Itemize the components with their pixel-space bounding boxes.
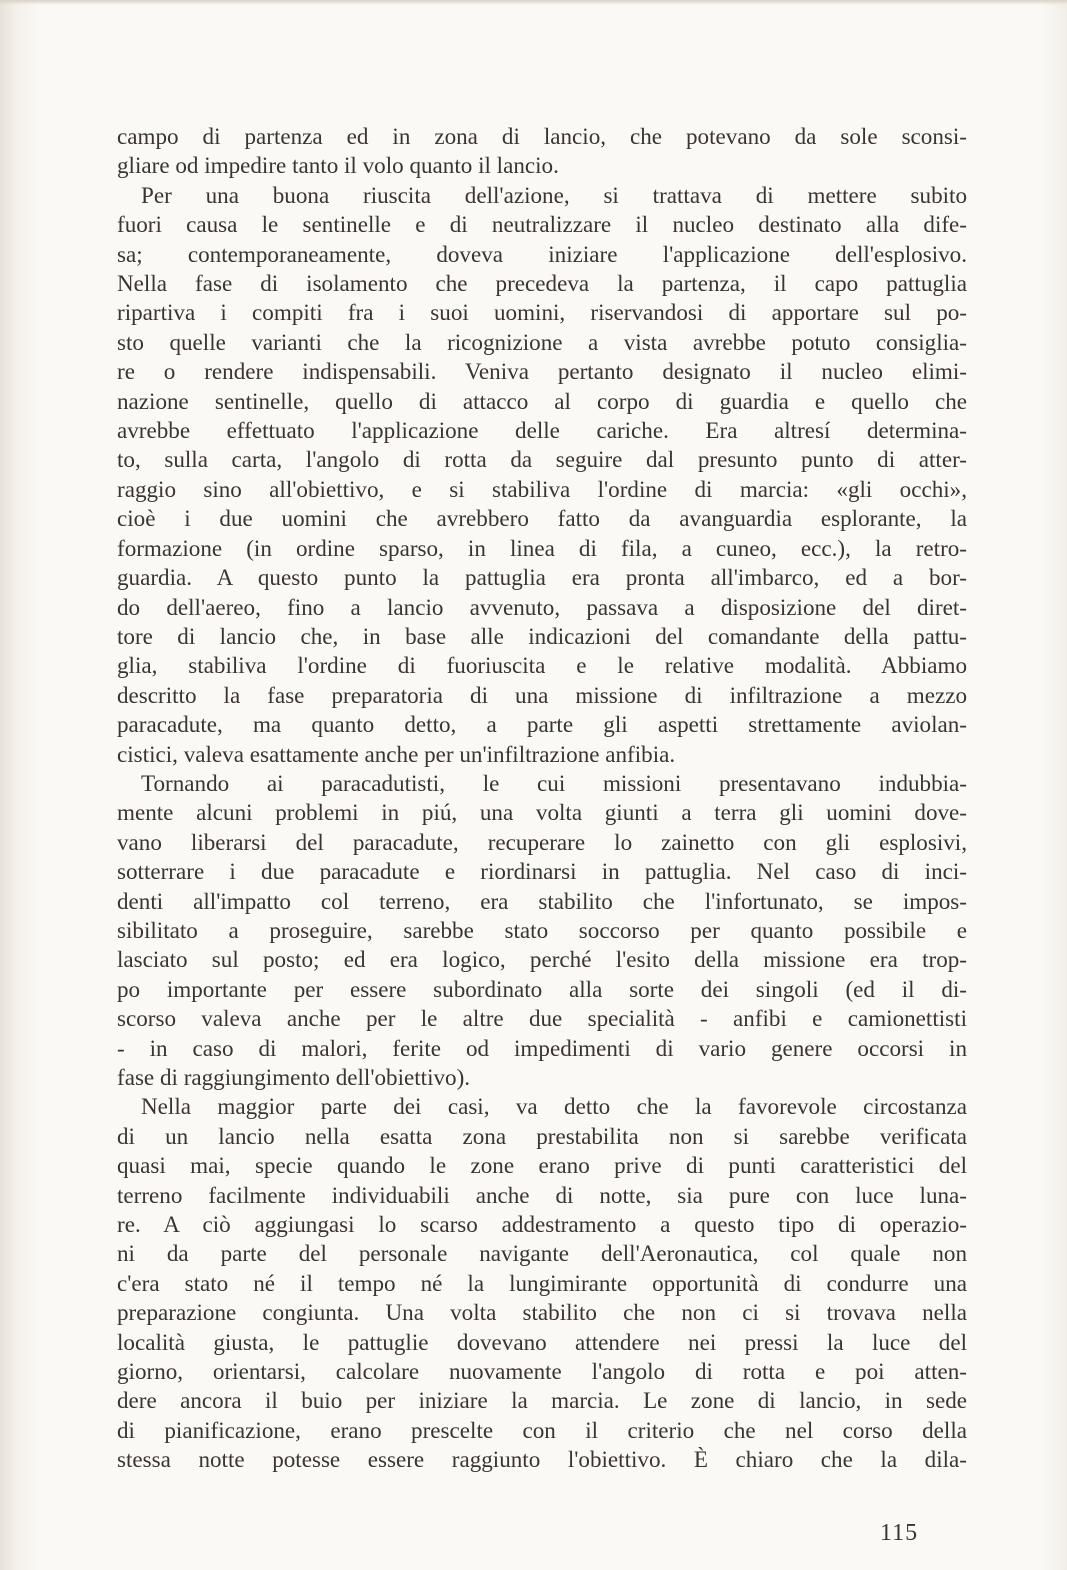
text-line: di pianificazione, erano prescelte con il criterio che nel corso della bbox=[117, 1416, 967, 1443]
text-line: vano liberarsi del paracadute, recuperare lo zainetto con gli esplosivi, bbox=[117, 828, 967, 855]
body-text bbox=[117, 122, 967, 1475]
text-line: guardia. A questo punto la pattuglia era pronta all'imbarco, ed a bor- bbox=[117, 564, 967, 591]
text-line: stessa notte potesse essere raggiunto l'obiettivo. È chiaro che la dila- bbox=[117, 1446, 967, 1473]
text-line: sto quelle varianti che la ricognizione a vista avrebbe potuto consiglia- bbox=[117, 328, 967, 355]
text-line: fase di raggiungimento dell'obiettivo). bbox=[117, 1064, 471, 1090]
text-line: re o rendere indispensabili. Veniva pertanto designato il nucleo elimi- bbox=[117, 358, 967, 385]
text-line: formazione (in ordine sparso, in linea di fila, a cuneo, ecc.), la retro- bbox=[117, 534, 967, 561]
text-line: dere ancora il buio per iniziare la marcia. Le zone di lancio, in sede bbox=[117, 1387, 967, 1414]
text-line: raggio sino all'obiettivo, e si stabiliva l'ordine di marcia: «gli occhi», bbox=[117, 475, 967, 502]
text-line: terreno facilmente individuabili anche di notte, sia pure con luce luna- bbox=[117, 1181, 967, 1208]
text-line: cistici, valeva esattamente anche per un'infiltrazione anfibia. bbox=[117, 740, 676, 767]
text-line: fuori causa le sentinelle e di neutralizzare il nucleo destinato alla dife- bbox=[117, 211, 967, 238]
text-line: Nella maggior parte dei casi, va detto che la favorevole circostanza bbox=[141, 1093, 967, 1120]
text-line: gliare od impedire tanto il volo quanto il lancio. bbox=[117, 152, 559, 179]
page-number: 115 bbox=[880, 1520, 919, 1546]
text-line: mente alcuni problemi in piú, una volta giunti a terra gli uomini dove- bbox=[117, 799, 967, 826]
text-line: to, sulla carta, l'angolo di rotta da seguire dal presunto punto di atter- bbox=[117, 446, 967, 473]
text-line: lasciato sul posto; ed era logico, perché l'esito della missione era trop- bbox=[117, 946, 967, 973]
text-line: paracadute, ma quanto detto, a parte gli aspetti strettamente aviolan- bbox=[117, 711, 967, 738]
text-line: Nella fase di isolamento che precedeva la partenza, il capo pattuglia bbox=[117, 270, 967, 297]
text-line: ripartiva i compiti fra i suoi uomini, riservandosi di apportare sul po- bbox=[117, 299, 967, 326]
text-line: scorso valeva anche per le altre due specialità - anfibi e camionettisti bbox=[117, 1005, 967, 1032]
text-line: denti all'impatto col terreno, era stabilito che l'infortunato, se impos- bbox=[117, 887, 967, 914]
text-line: quasi mai, specie quando le zone erano prive di punti caratteristici del bbox=[117, 1152, 967, 1179]
text-line: preparazione congiunta. Una volta stabilito che non ci si trovava nella bbox=[117, 1299, 967, 1326]
text-line: glia, stabiliva l'ordine di fuoriuscita e le relative modalità. Abbiamo bbox=[117, 652, 967, 679]
text-line: c'era stato né il tempo né la lungimirante opportunità di condurre una bbox=[117, 1269, 967, 1296]
text-line: ni da parte del personale navigante dell'Aeronautica, col quale non bbox=[117, 1240, 967, 1267]
text-line: descritto la fase preparatoria di una missione di infiltrazione a mezzo bbox=[117, 681, 967, 708]
text-line: campo di partenza ed in zona di lancio, che potevano da sole sconsi- bbox=[117, 123, 967, 149]
text-line: località giusta, le pattuglie dovevano attendere nei pressi la luce del bbox=[117, 1328, 967, 1355]
text-line: Tornando ai paracadutisti, le cui missioni presentavano indubbia- bbox=[141, 769, 967, 796]
text-line: Per una buona riuscita dell'azione, si trattava di mettere subito bbox=[141, 181, 967, 208]
text-line: sa; contemporaneamente, doveva iniziare l'applicazione dell'esplosivo. bbox=[117, 240, 967, 267]
text-line: avrebbe effettuato l'applicazione delle cariche. Era altresí determina- bbox=[117, 417, 967, 444]
text-line: sibilitato a proseguire, sarebbe stato soccorso per quanto possibile e bbox=[117, 916, 967, 943]
page-top-edge bbox=[0, 0, 1067, 5]
text-line: nazione sentinelle, quello di attacco al corpo di guardia e quello che bbox=[117, 387, 967, 414]
text-line: giorno, orientarsi, calcolare nuovamente l'angolo di rotta e poi atten- bbox=[117, 1358, 967, 1385]
text-line: tore di lancio che, in base alle indicazioni del comandante della pattu- bbox=[117, 622, 967, 649]
text-line: do dell'aereo, fino a lancio avvenuto, passava a disposizione del diret- bbox=[117, 593, 967, 620]
text-line: po importante per essere subordinato alla sorte dei singoli (ed il di- bbox=[117, 975, 967, 1002]
text-line: di un lancio nella esatta zona prestabilita non si sarebbe verificata bbox=[117, 1122, 967, 1149]
text-line: - in caso di malori, ferite od impedimenti di vario genere occorsi in bbox=[117, 1034, 967, 1061]
text-line: cioè i due uomini che avrebbero fatto da avanguardia esplorante, la bbox=[117, 505, 967, 532]
text-line: sotterrare i due paracadute e riordinarsi in pattuglia. Nel caso di inci- bbox=[117, 858, 967, 885]
text-line: re. A ciò aggiungasi lo scarso addestramento a questo tipo di operazio- bbox=[117, 1211, 967, 1238]
